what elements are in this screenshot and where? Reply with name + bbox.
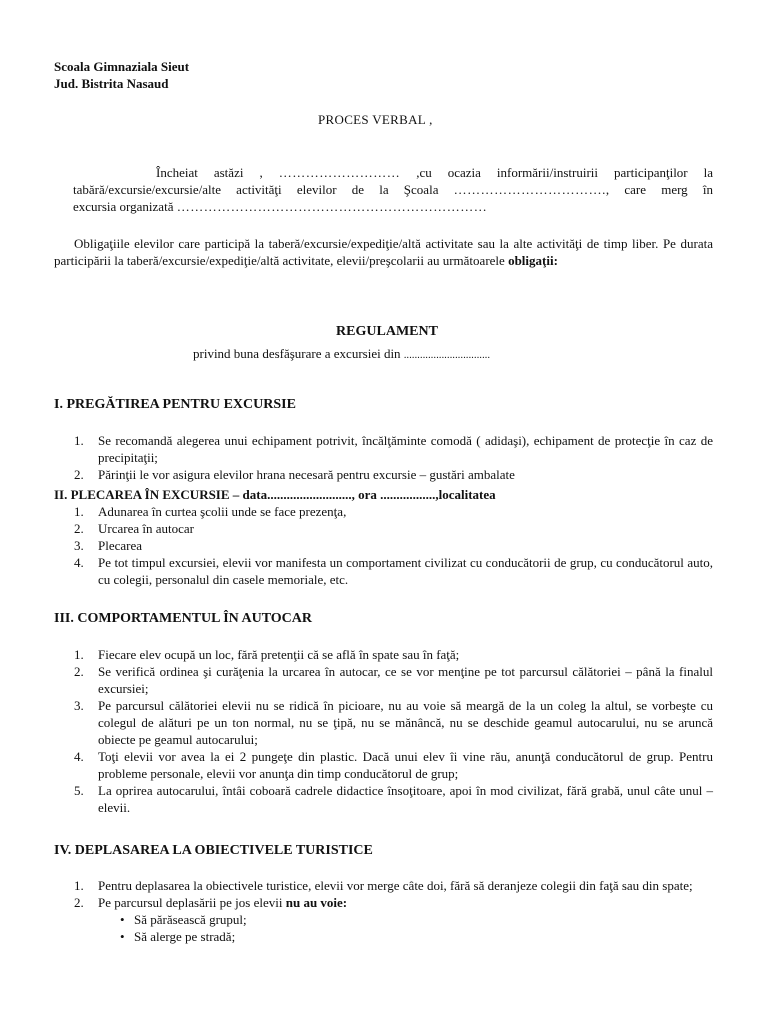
regulament-subtitle bbox=[193, 345, 490, 364]
list-item: 1. Se recomandă alegerea unui echipament potrivit, încălţăminte comodă ( adidaşi), echipament de protecţie în caz de precipitaţii; bbox=[74, 433, 713, 465]
list-item: 1. Fiecare elev ocupă un loc, fără pretenţii că se află în spate sau în faţă; bbox=[74, 647, 460, 662]
section-2-heading: II. PLECAREA ÎN EXCURSIE – data.........................., ora .................,localitatea bbox=[54, 487, 496, 502]
section-4-list bbox=[54, 877, 713, 945]
excursion-blank: …………………………………………………………… bbox=[176, 199, 488, 214]
list-item: 2. Se verifică ordinea şi curăţenia la urcarea în autocar, ce se vor menţine pe tot parcursul călătoriei – până la finalul excursiei; bbox=[74, 664, 713, 696]
bullet-icon: • bbox=[120, 912, 125, 927]
obligations-paragraph bbox=[54, 235, 713, 269]
list-item: 3. Pe parcursul călătoriei elevii nu se ridică în picioare, nu au voie să meargă de la un coleg la altul, se vorbeşte cu colegul de alături pe un ton normal, nu se ţipă, nu se mănâncă, nu se deschide geamul autocarului, nu se aruncă obiecte pe geamul autocarului; bbox=[74, 698, 713, 747]
list-item: • Să alerge pe stradă; bbox=[120, 929, 236, 944]
list-item: 3. Plecarea bbox=[74, 538, 143, 553]
date-blank: ……………………… bbox=[278, 165, 401, 180]
intro-line-3 bbox=[73, 198, 487, 215]
list-item: 1. Adunarea în curtea şcolii unde se face prezenţa, bbox=[74, 504, 347, 519]
regulament-title: REGULAMENT bbox=[336, 324, 438, 339]
intro-text: excursia organizată bbox=[73, 199, 174, 214]
intro-text: , care merg în bbox=[605, 182, 713, 197]
section-1-list bbox=[54, 432, 713, 483]
section-3-heading: III. COMPORTAMENTUL ÎN AUTOCAR bbox=[54, 611, 313, 626]
regulament-blank: ................................ bbox=[403, 350, 491, 361]
list-item: 2. Pe parcursul deplasării pe jos elevii nu au voie: • Să părăsească grupul; • Să alerge pe stradă; bbox=[54, 894, 713, 945]
list-item: • Să părăsească grupul; bbox=[120, 912, 247, 927]
county-name: Jud. Bistrita Nasaud bbox=[54, 76, 169, 91]
document-title: PROCES VERBAL , bbox=[318, 112, 433, 127]
bullet-icon: • bbox=[120, 929, 125, 944]
intro-text: tabără/excursie/excursie/alte activităţi elevilor de la Şcoala bbox=[73, 182, 439, 197]
restriction-list bbox=[98, 911, 713, 945]
list-item: 5. La oprirea autocarului, întâi coboară cadrele didactice însoţitoare, apoi în mod civilizat, fără grabă, unul câte unul – elevii. bbox=[74, 783, 713, 815]
section-3-list bbox=[54, 646, 713, 816]
section-4-heading: IV. DEPLASAREA LA OBIECTIVELE TURISTICE bbox=[54, 843, 373, 858]
school-name: Scoala Gimnaziala Sieut bbox=[54, 59, 190, 74]
intro-text: Încheiat astăzi , bbox=[156, 165, 263, 180]
intro-text: ,cu ocazia informării/instruirii participanţilor la bbox=[416, 165, 714, 180]
list-item: 2. Urcarea în autocar bbox=[74, 521, 194, 536]
obligations-text: Obligaţiile elevilor care participă la taberă/excursie/expediţie/altă activitate sau la alte activităţi de timp liber. Pe durata participării la taberă/excursie/expediţie/altă activitate, elevii/preşcolarii au următoarele bbox=[54, 236, 713, 268]
list-item: 4. Toţi elevii vor avea la ei 2 pungeţe din plastic. Dacă unui elev îi vine rău, anunţă conducătorul de grup. Pentru probleme personale, elevii vor anunţa din timp conducătorul de grup; bbox=[74, 749, 713, 781]
list-item: 4. Pe tot timpul excursiei, elevii vor manifesta un comportament civilizat cu conducătorii de grup, cu conducătorul auto, cu colegii, personalul din casele memoriale, etc. bbox=[74, 555, 713, 587]
regulament-subtitle-text: privind buna desfăşurare a excursiei din bbox=[193, 346, 401, 361]
intro-line-2 bbox=[73, 181, 713, 198]
section-2-list bbox=[54, 503, 713, 588]
intro-line-1 bbox=[73, 164, 713, 181]
obligations-bold: obligaţii: bbox=[508, 253, 558, 268]
list-item: 1. Pentru deplasarea la obiectivele turistice, elevii vor merge câte doi, fără să deranjeze colegii din faţă sau din spate; bbox=[74, 878, 693, 893]
list-item: 2. Părinţii le vor asigura elevilor hrana necesară pentru excursie – gustări ambalate bbox=[74, 467, 515, 482]
section-1-heading: I. PREGĂTIREA PENTRU EXCURSIE bbox=[54, 397, 296, 412]
school-blank: ……………………………. bbox=[453, 182, 606, 197]
